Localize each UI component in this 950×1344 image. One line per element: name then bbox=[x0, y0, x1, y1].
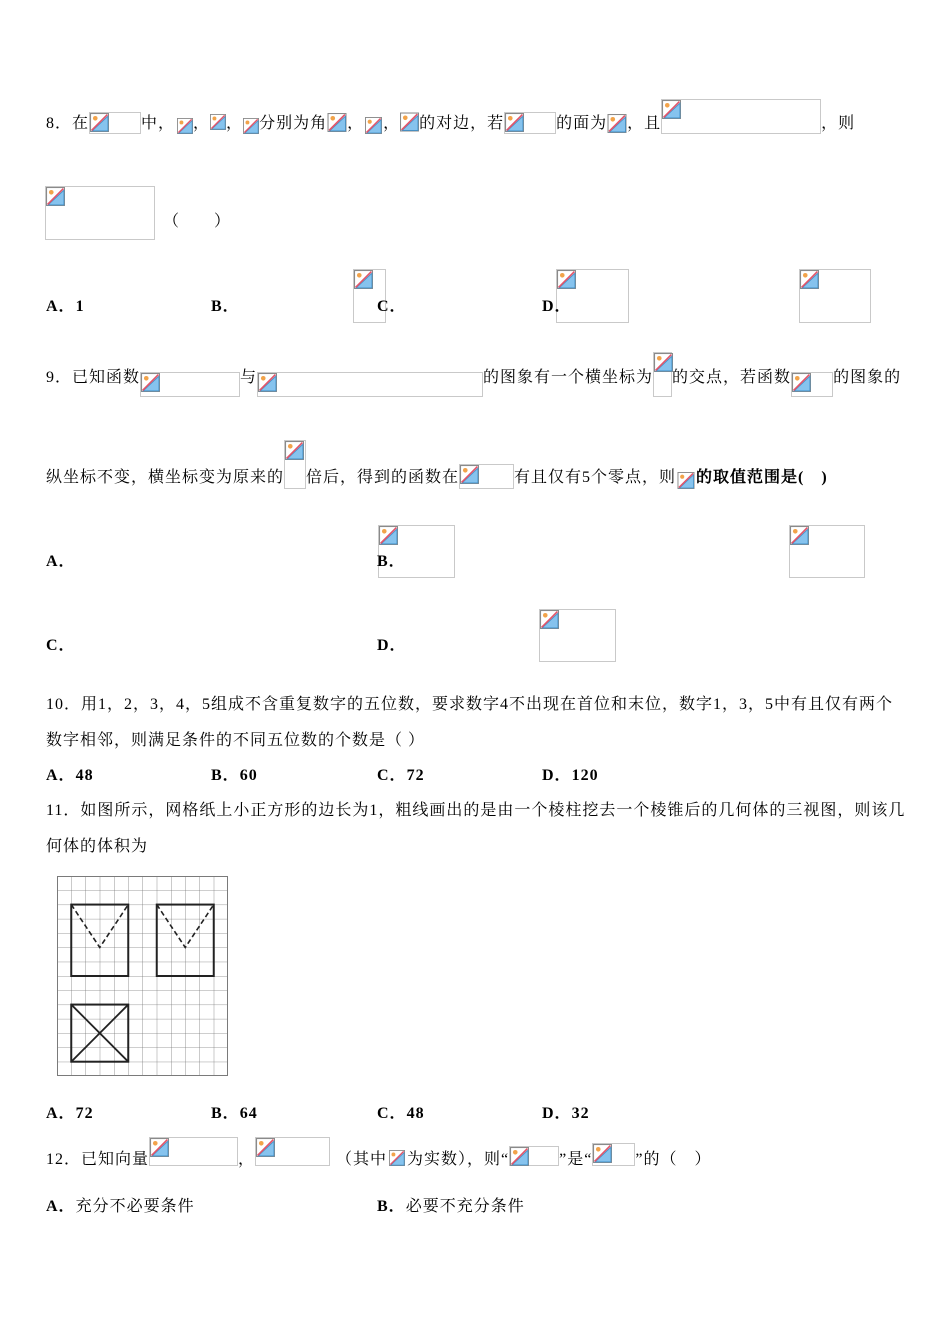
q8-answer-paren: （ ） bbox=[163, 213, 232, 230]
q9-text: 纵坐标不变，横坐标变为原来的 bbox=[46, 469, 285, 486]
q12-text: ， bbox=[238, 1151, 256, 1168]
q8-text: 分别为角 bbox=[259, 115, 328, 132]
formula-image-placeholder bbox=[607, 114, 627, 133]
q8-text: ， bbox=[383, 115, 401, 132]
option-value: 64 bbox=[239, 1105, 258, 1122]
q9-option-c bbox=[46, 637, 76, 655]
option-label: B． bbox=[377, 1198, 406, 1215]
option-value: 72 bbox=[406, 767, 425, 784]
q9-text: 与 bbox=[240, 369, 258, 386]
option-label: D． bbox=[542, 298, 572, 315]
broken-image-icon bbox=[243, 118, 259, 134]
formula-image-placeholder bbox=[387, 1150, 407, 1166]
option-label: B． bbox=[211, 298, 240, 315]
q12-stem-line-1 bbox=[46, 1137, 711, 1166]
broken-image-icon bbox=[676, 472, 696, 489]
q11-stem-line-2: 何体的体积为 bbox=[46, 838, 149, 855]
q9-text: 的交点，若函数 bbox=[672, 369, 792, 386]
q8-text: 中， bbox=[141, 115, 176, 132]
q9-text: 9．已知函数 bbox=[46, 369, 141, 386]
broken-image-icon bbox=[460, 465, 479, 484]
option-label: C． bbox=[377, 298, 407, 315]
q12-text: ”是“ bbox=[559, 1151, 593, 1168]
formula-image-placeholder bbox=[592, 1143, 635, 1166]
formula-image-placeholder bbox=[539, 609, 616, 662]
broken-image-icon bbox=[141, 373, 160, 392]
q8-text: ，则 bbox=[821, 115, 856, 132]
q10-option-b bbox=[211, 767, 258, 785]
formula-image-placeholder bbox=[653, 352, 672, 397]
q10-option-a bbox=[46, 767, 94, 785]
option-label: A． bbox=[46, 1105, 76, 1122]
formula-image-placeholder bbox=[789, 525, 865, 578]
broken-image-icon bbox=[662, 100, 681, 119]
q8-option-b bbox=[211, 298, 240, 316]
q9-text: 的图象的 bbox=[833, 369, 902, 386]
q11-option-b bbox=[211, 1105, 258, 1123]
broken-image-icon bbox=[379, 526, 398, 545]
q8-option-c bbox=[377, 298, 407, 316]
broken-image-icon bbox=[364, 117, 383, 134]
q8-text: ， bbox=[193, 115, 211, 132]
q9-text: 有且仅有5个零点，则 bbox=[514, 469, 677, 486]
formula-image-placeholder bbox=[676, 472, 696, 489]
q8-text: ，且 bbox=[627, 115, 662, 132]
q8-stem-line-1 bbox=[46, 99, 855, 134]
q8-text: ， bbox=[347, 115, 365, 132]
q10-stem-line-1: 10．用1，2，3，4，5组成不含重复数字的五位数，要求数字4不出现在首位和末位，数字1，3，5中有且仅有两个 bbox=[46, 696, 894, 713]
q12-text: 12．已知向量 bbox=[46, 1151, 150, 1168]
broken-image-icon bbox=[177, 118, 193, 134]
formula-image-placeholder bbox=[799, 269, 871, 323]
option-value: 120 bbox=[571, 767, 599, 784]
option-value: 60 bbox=[239, 767, 258, 784]
option-value: 1 bbox=[75, 298, 85, 315]
broken-image-icon bbox=[256, 1138, 275, 1157]
q11-option-d bbox=[542, 1105, 590, 1123]
formula-image-placeholder bbox=[255, 1137, 330, 1166]
q12-text: 为实数），则“ bbox=[407, 1151, 510, 1168]
formula-image-placeholder bbox=[89, 112, 141, 134]
option-value: 48 bbox=[75, 767, 94, 784]
formula-image-placeholder bbox=[504, 112, 556, 134]
q11-option-a bbox=[46, 1105, 94, 1123]
q8-text: 的对边，若 bbox=[419, 115, 505, 132]
broken-image-icon bbox=[593, 1144, 612, 1163]
broken-image-icon bbox=[150, 1138, 169, 1157]
q8-option-a bbox=[46, 298, 85, 316]
option-label: A． bbox=[46, 298, 76, 315]
option-label: C． bbox=[377, 767, 407, 784]
broken-image-icon bbox=[654, 353, 673, 372]
q12-option-b bbox=[377, 1198, 525, 1216]
option-value: 48 bbox=[406, 1105, 425, 1122]
broken-image-icon bbox=[285, 441, 304, 460]
broken-image-icon bbox=[327, 113, 347, 132]
broken-image-icon bbox=[90, 113, 109, 132]
formula-image-placeholder bbox=[459, 464, 514, 489]
option-value: 72 bbox=[75, 1105, 94, 1122]
formula-image-placeholder bbox=[509, 1146, 559, 1166]
q9-stem-line-1 bbox=[46, 352, 901, 397]
q8-text: ， bbox=[226, 115, 244, 132]
formula-image-placeholder bbox=[243, 118, 259, 134]
q12-option-a bbox=[46, 1198, 195, 1216]
broken-image-icon bbox=[46, 187, 65, 206]
broken-image-icon bbox=[790, 526, 809, 545]
q9-stem-line-2 bbox=[46, 440, 828, 489]
q12-text: ”的（ ） bbox=[635, 1151, 712, 1168]
option-label: D． bbox=[542, 767, 572, 784]
broken-image-icon bbox=[354, 270, 373, 289]
three-view-grid-figure bbox=[57, 876, 228, 1076]
q10-stem-line-2: 数字相邻，则满足条件的不同五位数的个数是（ ） bbox=[46, 732, 426, 749]
option-label: B． bbox=[211, 767, 240, 784]
formula-image-placeholder bbox=[149, 1137, 238, 1166]
option-value: 32 bbox=[571, 1105, 590, 1122]
option-label: A． bbox=[46, 767, 76, 784]
option-label: D． bbox=[542, 1105, 572, 1122]
broken-image-icon bbox=[400, 112, 419, 132]
option-label: A． bbox=[46, 1198, 76, 1215]
option-value: 必要不充分条件 bbox=[405, 1198, 525, 1215]
q8-option-d bbox=[542, 298, 572, 316]
formula-image-placeholder bbox=[257, 372, 483, 397]
broken-image-icon bbox=[210, 112, 226, 132]
option-label: B． bbox=[377, 553, 406, 570]
formula-image-placeholder bbox=[140, 372, 240, 397]
option-label: D． bbox=[377, 637, 407, 654]
formula-image-placeholder bbox=[364, 117, 383, 134]
broken-image-icon bbox=[387, 1150, 407, 1166]
formula-image-placeholder bbox=[400, 112, 419, 132]
q10-option-d bbox=[542, 767, 599, 785]
option-label: A． bbox=[46, 553, 76, 570]
q9-option-a bbox=[46, 553, 76, 571]
q9-text: 倍后，得到的函数在 bbox=[306, 469, 460, 486]
broken-image-icon bbox=[258, 373, 277, 392]
broken-image-icon bbox=[800, 270, 819, 289]
formula-image-placeholder bbox=[661, 99, 821, 134]
q11-stem-line-1: 11．如图所示，网格纸上小正方形的边长为1，粗线画出的是由一个棱柱挖去一个棱锥后的几何体的三视图，则该几 bbox=[46, 802, 906, 819]
option-value: 充分不必要条件 bbox=[75, 1198, 195, 1215]
q11-option-c bbox=[377, 1105, 425, 1123]
broken-image-icon bbox=[607, 114, 627, 133]
formula-image-placeholder bbox=[791, 372, 833, 397]
option-label: C． bbox=[377, 1105, 407, 1122]
q9-text: 的图象有一个横坐标为 bbox=[483, 369, 654, 386]
q8-text: 8．在 bbox=[46, 115, 90, 132]
broken-image-icon bbox=[505, 113, 524, 132]
option-label: C． bbox=[46, 637, 76, 654]
q12-text: （其中 bbox=[336, 1151, 388, 1168]
formula-image-placeholder bbox=[210, 112, 226, 132]
broken-image-icon bbox=[557, 270, 576, 289]
formula-image-placeholder bbox=[284, 440, 306, 489]
formula-image-placeholder bbox=[45, 186, 155, 240]
formula-image-placeholder bbox=[177, 118, 193, 134]
option-label: B． bbox=[211, 1105, 240, 1122]
broken-image-icon bbox=[792, 373, 811, 392]
q8-text: 的面为 bbox=[556, 115, 608, 132]
q9-option-b bbox=[377, 553, 406, 571]
q10-option-c bbox=[377, 767, 425, 785]
broken-image-icon bbox=[510, 1147, 529, 1166]
formula-image-placeholder bbox=[327, 113, 347, 132]
broken-image-icon bbox=[540, 610, 559, 629]
q9-text: 的取值范围是( ) bbox=[696, 469, 828, 486]
q9-option-d bbox=[377, 637, 407, 655]
